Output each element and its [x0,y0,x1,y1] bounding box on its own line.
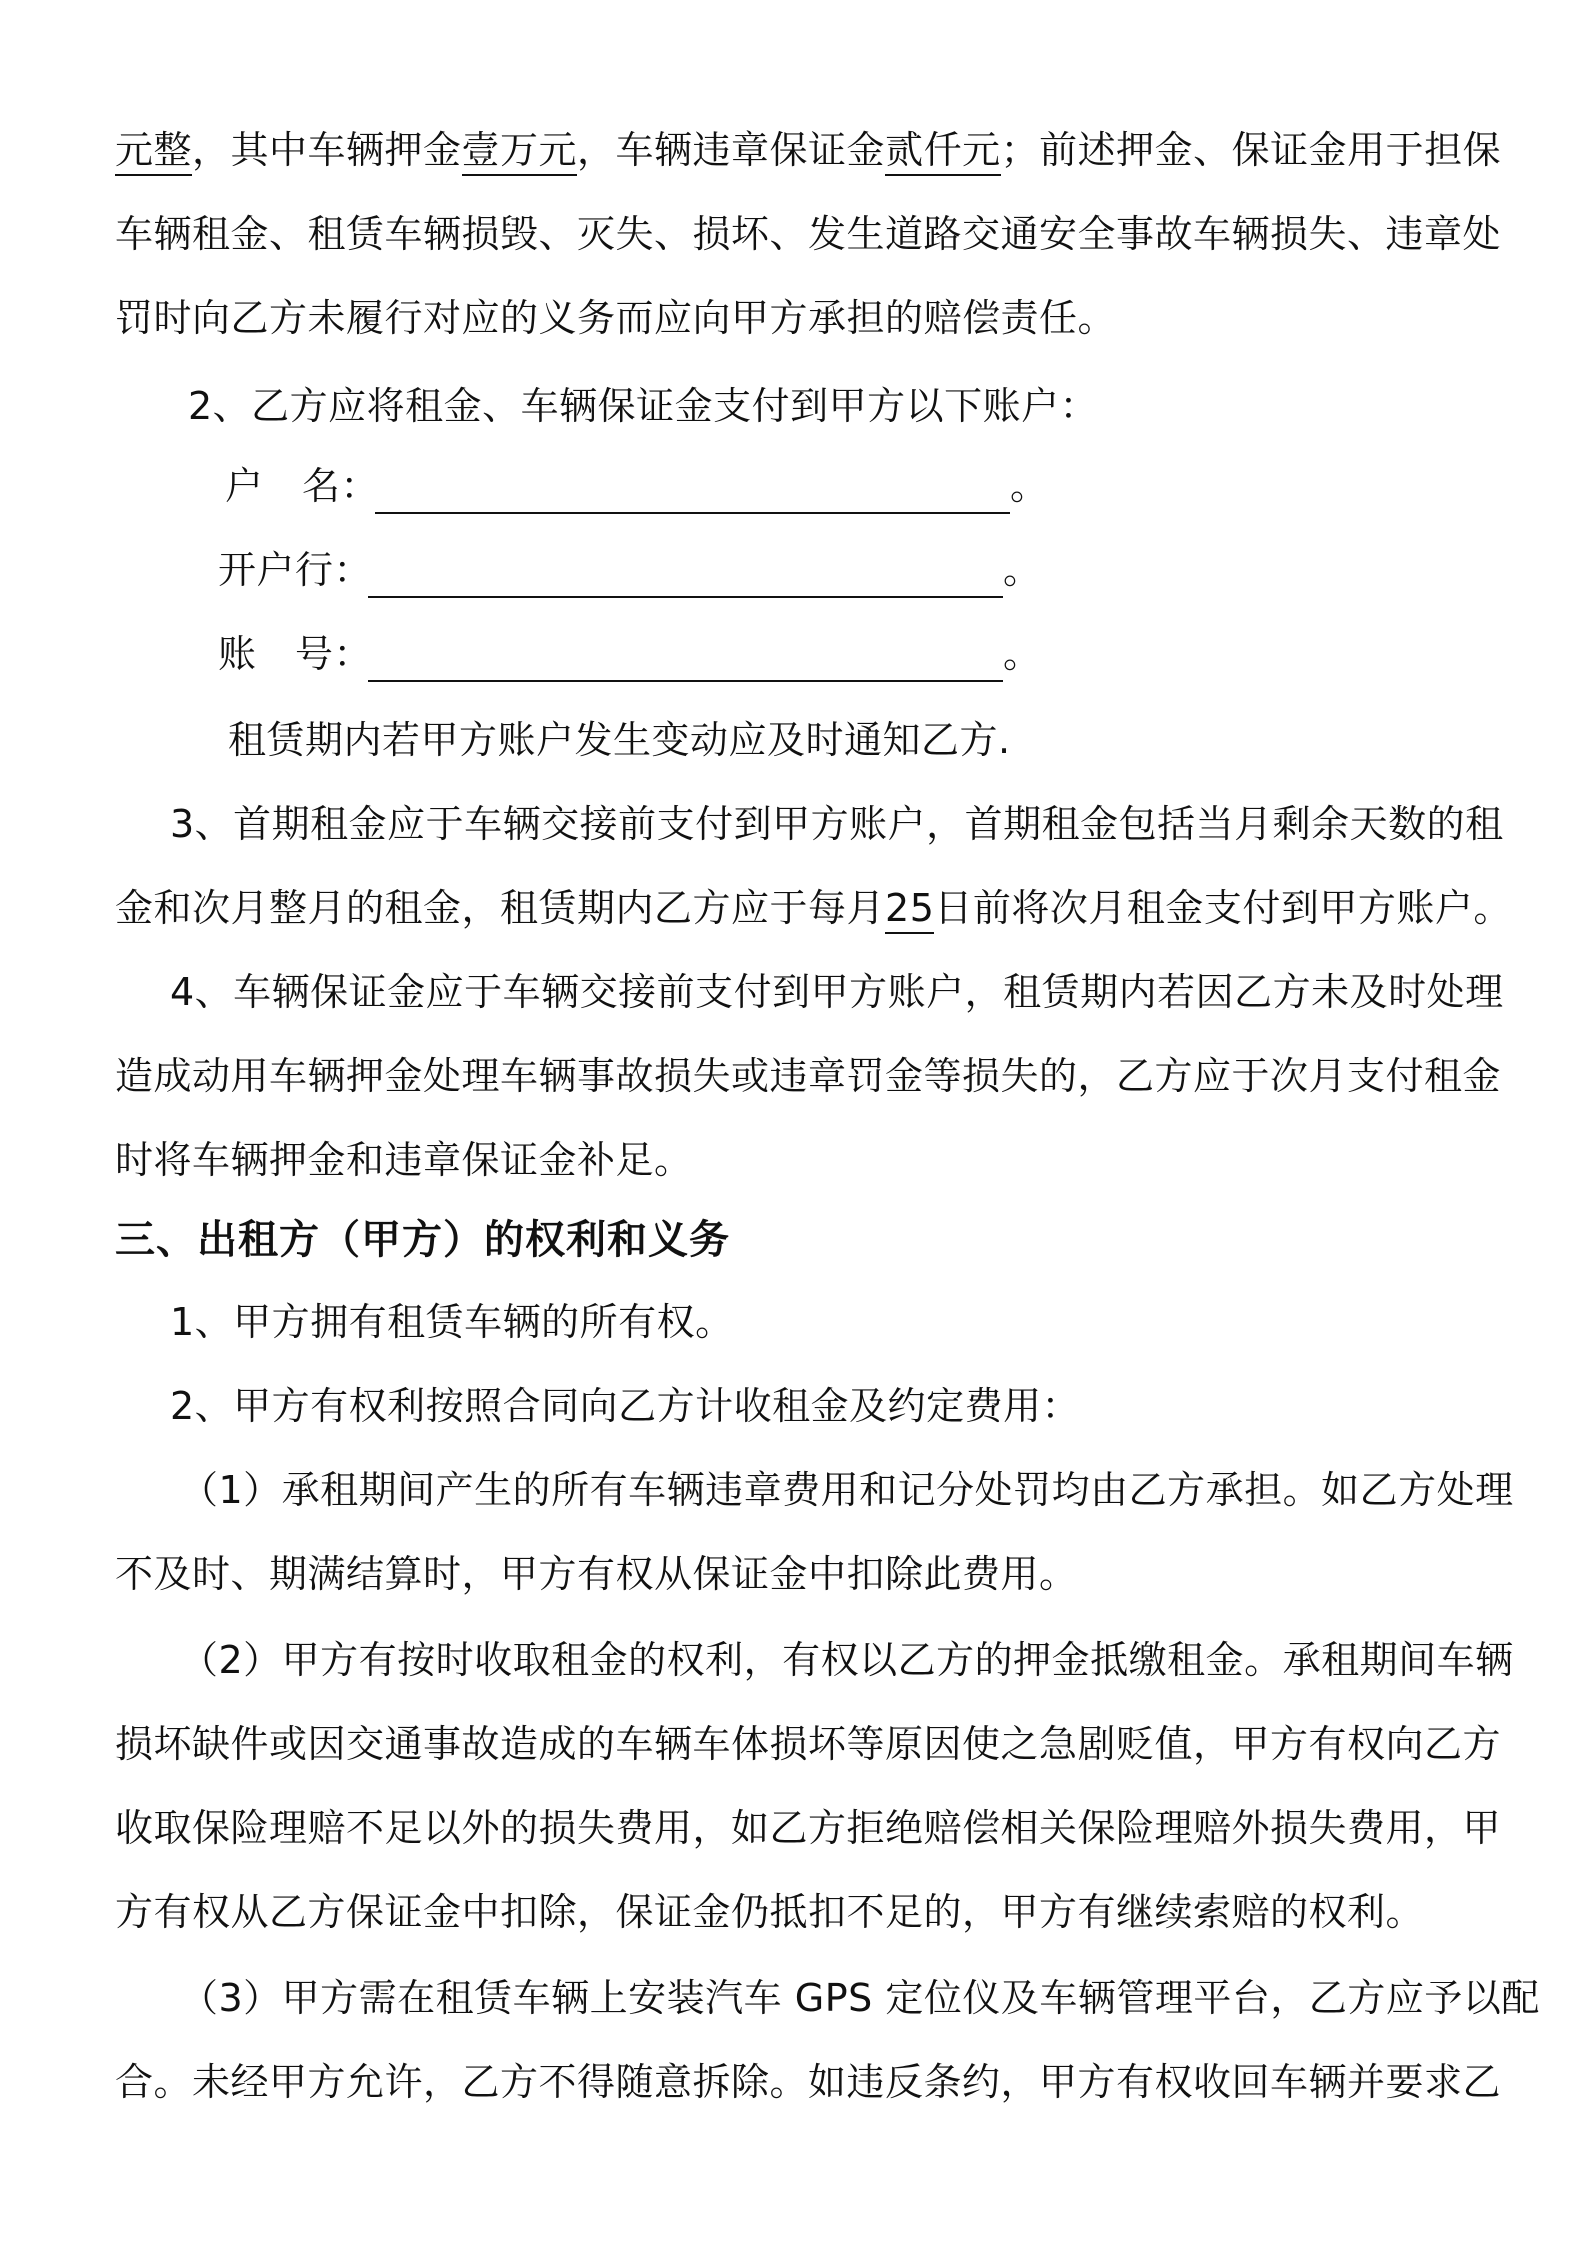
item-4-line-1: 4、车辆保证金应于车辆交接前支付到甲方账户，租赁期内若因乙方未及时处理 [170,970,1504,1014]
text-segment: ，车辆违章保证金 [577,128,886,172]
period: 。 [1003,548,1042,592]
period: 。 [1003,632,1042,676]
text-segment: 金和次月整月的租金，租赁期内乙方应于每月 [115,886,886,930]
payment-day: 25 [885,886,934,934]
text-segment: ，其中车辆押金 [192,128,462,172]
sub-2-line-3: 收取保险理赔不足以外的损失费用，如乙方拒绝赔偿相关保险理赔外损失费用，甲 [115,1806,1502,1850]
item-3-line-1: 3、首期租金应于车辆交接前支付到甲方账户，首期租金包括当月剩余天数的租 [170,802,1504,846]
account-number-blank [368,640,1003,682]
item-4-line-3: 时将车辆押金和违章保证金补足。 [115,1138,693,1182]
sub-2-line-1: （2）甲方有按时收取租金的权利，有权以乙方的押金抵缴租金。承租期间车辆 [180,1638,1514,1682]
account-number-row [218,626,1042,682]
item-4-line-2: 造成动用车辆押金处理车辆事故损失或违章罚金等损失的，乙方应于次月支付租金 [115,1054,1502,1098]
account-change-notice: 租赁期内若甲方账户发生变动应及时通知乙方. [228,718,1011,762]
item-2-intro: 2、乙方应将租金、车辆保证金支付到甲方以下账户： [188,384,1099,428]
sub-1-line-2: 不及时、期满结算时，甲方有权从保证金中扣除此费用。 [115,1552,1078,1596]
bank-blank [368,556,1003,598]
account-number-label: 账 号： [218,632,373,676]
deposit-line-2: 车辆租金、租赁车辆损毁、灭失、损坏、发生道路交通安全事故车辆损失、违章处 [115,212,1502,256]
bank-row [218,542,1042,598]
vehicle-deposit-amount: 壹万元 [462,128,578,176]
section-3-item-2: 2、甲方有权利按照合同向乙方计收租金及约定费用： [170,1384,1081,1428]
text-segment: 日前将次月租金支付到甲方账户。 [934,886,1512,930]
deposit-line-1 [115,122,1501,178]
bank-label: 开户行： [218,548,373,592]
sub-3-line-1: （3）甲方需在租赁车辆上安装汽车 GPS 定位仪及车辆管理平台，乙方应予以配 [180,1976,1540,2020]
text-segment: ；前述押金、保证金用于担保 [1000,128,1502,172]
sub-1-line-1: （1）承租期间产生的所有车辆违章费用和记分处罚均由乙方承担。如乙方处理 [180,1468,1514,1512]
sub-2-line-2: 损坏缺件或因交通事故造成的车辆车体损坏等原因使之急剧贬值，甲方有权向乙方 [115,1722,1502,1766]
account-name-row [225,458,1049,514]
item-3-line-2 [115,880,1512,936]
account-name-blank [375,472,1010,514]
sub-3-line-2: 合。未经甲方允许，乙方不得随意拆除。如违反条约，甲方有权收回车辆并要求乙 [115,2060,1502,2104]
deposit-line-3: 罚时向乙方未履行对应的义务而应向甲方承担的赔偿责任。 [115,296,1117,340]
total-amount-tail: 元整 [115,128,192,176]
sub-2-line-4: 方有权从乙方保证金中扣除，保证金仍抵扣不足的，甲方有继续索赔的权利。 [115,1890,1425,1934]
period: 。 [1010,464,1049,508]
account-name-label: 户 名： [225,464,380,508]
section-3-heading: 三、出租方（甲方）的权利和义务 [115,1217,730,1263]
section-3-item-1: 1、甲方拥有租赁车辆的所有权。 [170,1300,734,1344]
violation-deposit-amount: 贰仟元 [885,128,1001,176]
